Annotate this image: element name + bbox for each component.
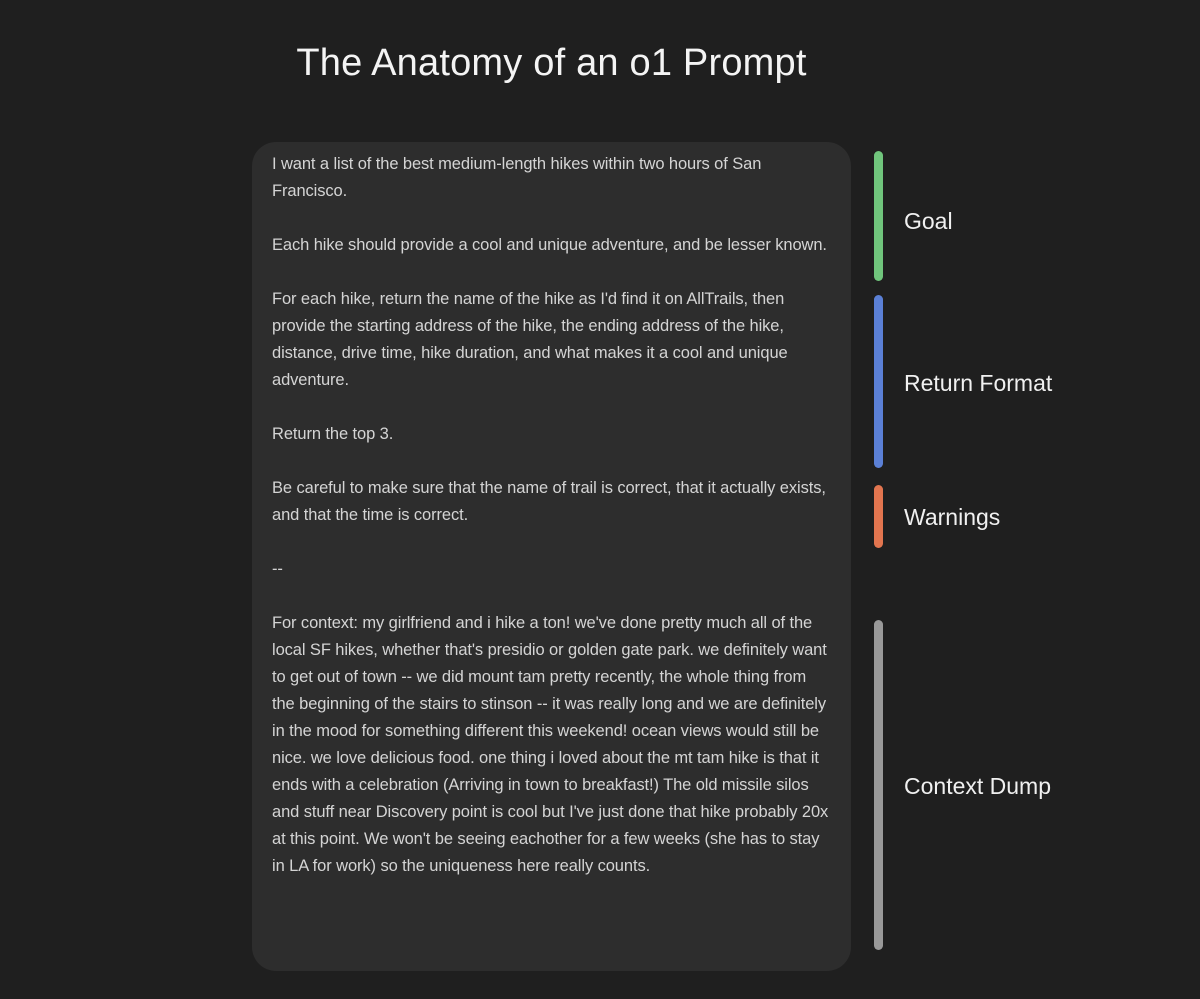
prompt-paragraph-goal-1: I want a list of the best medium-length hikes within two hours of San Francisco. xyxy=(272,155,762,200)
prompt-paragraph-warnings: Be careful to make sure that the name of trail is correct, that it actually exists, and that the time is correct. xyxy=(272,479,826,524)
warnings-label: Warnings xyxy=(904,504,1001,530)
prompt-paragraph-goal-2: Each hike should provide a cool and unique adventure, and be lesser known. xyxy=(272,236,827,254)
prompt-paragraph-divider: -- xyxy=(272,560,283,578)
context-dump-bar xyxy=(874,620,883,950)
prompt-card xyxy=(252,142,851,971)
prompt-paragraph-return-format-2: Return the top 3. xyxy=(272,425,394,443)
warnings-bar xyxy=(874,485,883,548)
context-dump-label: Context Dump xyxy=(904,773,1052,799)
goal-label: Goal xyxy=(904,208,953,234)
page-title: The Anatomy of an o1 Prompt xyxy=(296,42,807,84)
return-format-label: Return Format xyxy=(904,370,1053,396)
prompt-paragraph-context-dump: For context: my girlfriend and i hike a ton! we've done pretty much all of the local SF hikes, whether that's presidio or golden gate park. we definitely want to get out of town -- we did mount tam pretty recently, the whole thing from the beginning of the stairs to stinson -- it was really long and we are definitely in the mood for something different this weekend! ocean views would still be nice. we love delicious food. one thing i loved about the mt tam hike is that it ends with a celebration (Arriving in town to breakfast!) The old missile silos and stuff near Discovery point is cool but I've just done that hike probably 20x at this point. We won't be seeing eachother for a few weeks (she has to stay in LA for work) so the uniqueness here really counts. xyxy=(272,614,829,875)
goal-bar xyxy=(874,151,883,281)
return-format-bar xyxy=(874,295,883,468)
prompt-paragraph-return-format-1: For each hike, return the name of the hike as I'd find it on AllTrails, then provide the starting address of the hike, the ending address of the hike, distance, drive time, hike duration, and what makes it a cool and unique adventure. xyxy=(272,290,788,389)
annotation-rail xyxy=(874,0,1200,999)
